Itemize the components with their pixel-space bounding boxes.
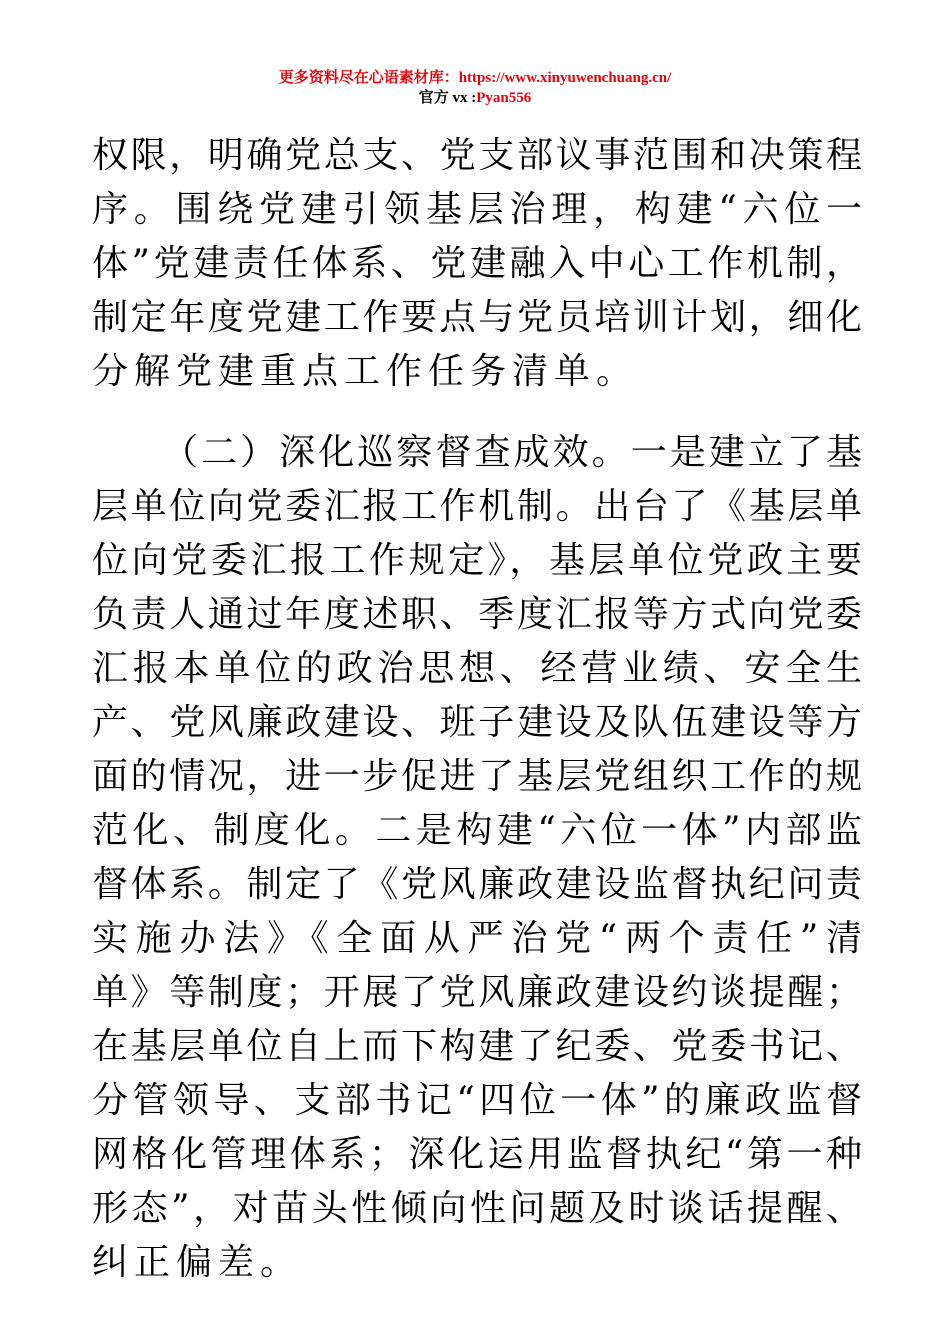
text-line: 制定年度党建工作要点与党员培训计划，细化 xyxy=(92,297,862,338)
header-contact-prefix: 官方 vx : xyxy=(418,90,477,106)
header-contact-id: Pyan556 xyxy=(476,90,532,106)
text-line: 范化、制度化。二是构建“六位一体”内部监 xyxy=(92,810,862,851)
text-line: 分管领导、支部书记“四位一体”的廉政监督 xyxy=(92,1080,862,1121)
text-line: 负责人通过年度述职、季度汇报等方式向党委 xyxy=(92,594,862,635)
text-line: 层单位向党委汇报工作机制。出台了《基层单 xyxy=(92,486,862,527)
text-line: 分解党建重点工作任务清单。 xyxy=(92,351,639,392)
text-line: 形态”，对苗头性倾向性问题及时谈话提醒、 xyxy=(92,1188,862,1229)
text-line: 网格化管理体系；深化运用监督执纪“第一种 xyxy=(92,1134,862,1175)
text-line: 纠正偏差。 xyxy=(92,1242,303,1283)
text-line: 权限，明确党总支、党支部议事范围和决策程 xyxy=(92,135,862,176)
text-line: 产、党风廉政建设、班子建设及队伍建设等方 xyxy=(92,702,862,743)
text-line: 位向党委汇报工作规定》，基层单位党政主要 xyxy=(92,540,862,581)
text-line: 序。围绕党建引领基层治理，构建“六位一 xyxy=(92,189,862,230)
text-line: 在基层单位自上而下构建了纪委、党委书记、 xyxy=(92,1026,862,1067)
text-line: 体”党建责任体系、党建融入中心工作机制， xyxy=(92,243,862,284)
text-line: 面的情况，进一步促进了基层党组织工作的规 xyxy=(92,756,862,797)
text-line: 单》等制度；开展了党风廉政建设约谈提醒； xyxy=(92,972,862,1013)
paragraph-heading-line: （二）深化巡察督查成效。一是建立了基 xyxy=(162,432,862,473)
text-line: 汇报本单位的政治思想、经营业绩、安全生 xyxy=(92,648,862,689)
text-line: 督体系。制定了《党风廉政建设监督执纪问责 xyxy=(92,864,862,905)
header-promo-line: 更多资料尽在心语素材库：https://www.xinyuwenchuang.cn/ xyxy=(278,70,672,86)
text-line: 实施办法》《全面从严治党“两个责任”清 xyxy=(92,918,862,959)
